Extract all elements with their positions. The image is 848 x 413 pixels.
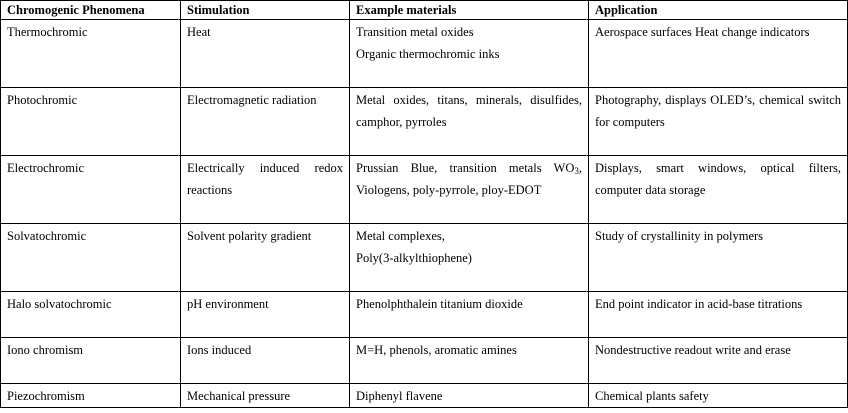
materials-line: Metal complexes, — [356, 229, 445, 243]
cell-materials: Metal oxides, titans, minerals, disulfides, camphor, pyrroles — [350, 88, 589, 156]
cell-phenomenon: Piezochromism — [1, 384, 181, 408]
materials-line: Organic thermochromic inks — [356, 47, 500, 61]
cell-stimulation: Ions induced — [181, 338, 350, 384]
cell-stimulation: Heat — [181, 20, 350, 88]
cell-phenomenon: Halo solvatochromic — [1, 292, 181, 338]
cell-materials: Diphenyl flavene — [350, 384, 589, 408]
cell-phenomenon: Photochromic — [1, 88, 181, 156]
table-row — [1, 20, 848, 88]
cell-stimulation: Electrically induced redox reactions — [181, 156, 350, 224]
cell-materials — [350, 156, 589, 224]
cell-materials: Phenolphthalein titanium dioxide — [350, 292, 589, 338]
materials-line: Transition metal oxides — [356, 25, 474, 39]
table-row — [1, 156, 848, 224]
table-row — [1, 224, 848, 292]
cell-application: Study of crystallinity in polymers — [589, 224, 848, 292]
cell-materials: M=H, phenols, aromatic amines — [350, 338, 589, 384]
cell-phenomenon: Iono chromism — [1, 338, 181, 384]
table-row — [1, 384, 848, 408]
materials-text: , Viologens, poly-pyrrole, ploy-EDOT — [356, 161, 582, 197]
table-row — [1, 292, 848, 338]
cell-stimulation: pH environment — [181, 292, 350, 338]
cell-materials — [350, 224, 589, 292]
cell-stimulation: Solvent polarity gradient — [181, 224, 350, 292]
materials-line: Poly(3-alkylthiophene) — [356, 251, 472, 265]
table-row — [1, 88, 848, 156]
cell-application: Nondestructive readout write and erase — [589, 338, 848, 384]
table-header-row — [1, 1, 848, 20]
cell-application: End point indicator in acid-base titrations — [589, 292, 848, 338]
cell-application: Aerospace surfaces Heat change indicators — [589, 20, 848, 88]
cell-materials — [350, 20, 589, 88]
cell-application: Displays, smart windows, optical filters, computer data storage — [589, 156, 848, 224]
materials-subscript: 3 — [574, 166, 579, 176]
header-stimulation: Stimulation — [181, 1, 350, 20]
header-application: Application — [589, 1, 848, 20]
header-example-materials: Example materials — [350, 1, 589, 20]
cell-stimulation: Electromagnetic radiation — [181, 88, 350, 156]
cell-stimulation: Mechanical pressure — [181, 384, 350, 408]
cell-application: Photography, displays OLED’s, chemical switch for computers — [589, 88, 848, 156]
cell-phenomenon: Electrochromic — [1, 156, 181, 224]
header-phenomena: Chromogenic Phenomena — [1, 1, 181, 20]
cell-phenomenon: Thermochromic — [1, 20, 181, 88]
materials-text: Prussian Blue, transition metals WO — [356, 161, 575, 175]
table-row — [1, 338, 848, 384]
cell-application: Chemical plants safety — [589, 384, 848, 408]
cell-phenomenon: Solvatochromic — [1, 224, 181, 292]
